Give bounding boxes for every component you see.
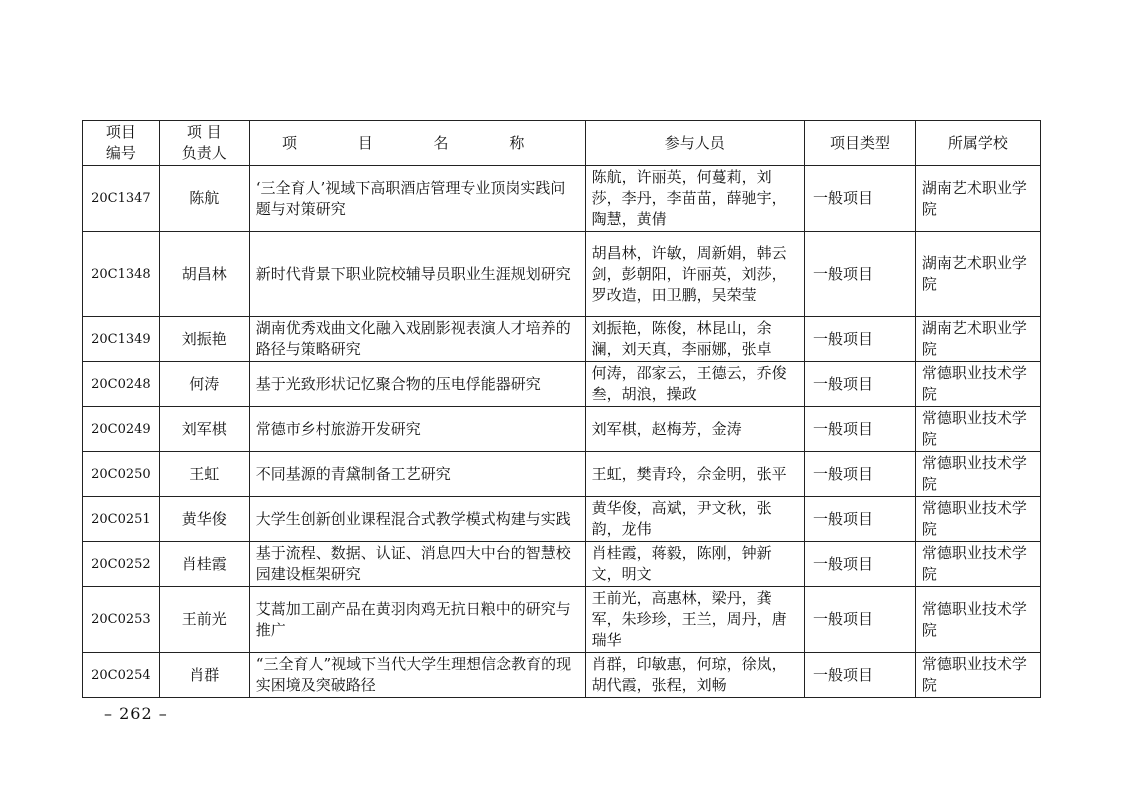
cell-project-name: 艾蒿加工副产品在黄羽肉鸡无抗日粮中的研究与推广 xyxy=(249,587,585,653)
header-project-type: 项目类型 xyxy=(805,121,916,166)
cell-project-name: 常德市乡村旅游开发研究 xyxy=(249,407,585,452)
table-row xyxy=(83,362,1041,407)
cell-project-id: 20C1347 xyxy=(83,166,160,232)
table-row xyxy=(83,407,1041,452)
cell-project-type: 一般项目 xyxy=(805,317,916,362)
cell-leader: 何涛 xyxy=(159,362,249,407)
header-row xyxy=(83,121,1041,166)
cell-project-type: 一般项目 xyxy=(805,497,916,542)
cell-project-id: 20C1349 xyxy=(83,317,160,362)
cell-project-name: 基于光致形状记忆聚合物的压电俘能器研究 xyxy=(249,362,585,407)
table-header xyxy=(83,121,1041,166)
cell-leader: 肖桂霞 xyxy=(159,542,249,587)
cell-project-name: 新时代背景下职业院校辅导员职业生涯规划研究 xyxy=(249,232,585,317)
header-project-id-line-1: 项目 xyxy=(105,123,136,141)
cell-members: 王虹，樊青玲，佘金明，张平 xyxy=(585,452,804,497)
table-row xyxy=(83,232,1041,317)
cell-leader: 黄华俊 xyxy=(159,497,249,542)
cell-project-type: 一般项目 xyxy=(805,452,916,497)
cell-members: 肖群，印敏惠，何琼，徐岚，胡代霞，张程，刘畅 xyxy=(585,653,804,698)
cell-school: 常德职业技术学院 xyxy=(915,653,1040,698)
cell-project-name: ‘三全育人’视域下高职酒店管理专业顶岗实践问题与对策研究 xyxy=(249,166,585,232)
cell-school: 常德职业技术学院 xyxy=(915,407,1040,452)
table-row xyxy=(83,497,1041,542)
cell-project-type: 一般项目 xyxy=(805,166,916,232)
cell-leader: 王前光 xyxy=(159,587,249,653)
cell-project-id: 20C0254 xyxy=(83,653,160,698)
header-leader xyxy=(159,121,249,166)
cell-project-name: “三全育人”视域下当代大学生理想信念教育的现实困境及突破路径 xyxy=(249,653,585,698)
cell-project-name: 湖南优秀戏曲文化融入戏剧影视表演人才培养的路径与策略研究 xyxy=(249,317,585,362)
cell-members: 陈航，许丽英，何蔓莉，刘莎，李丹，李苗苗，薛驰宇，陶慧，黄倩 xyxy=(585,166,804,232)
cell-project-name: 大学生创新创业课程混合式教学模式构建与实践 xyxy=(249,497,585,542)
cell-members: 刘振艳，陈俊，林昆山，余澜，刘天真，李丽娜，张卓 xyxy=(585,317,804,362)
cell-members: 王前光，高惠林，梁丹，龚军，朱珍珍，王兰，周丹，唐瑞华 xyxy=(585,587,804,653)
cell-school: 常德职业技术学院 xyxy=(915,587,1040,653)
cell-school: 常德职业技术学院 xyxy=(915,542,1040,587)
cell-members: 刘军棋，赵梅芳，金涛 xyxy=(585,407,804,452)
cell-project-name: 基于流程、数据、认证、消息四大中台的智慧校园建设框架研究 xyxy=(249,542,585,587)
cell-leader: 肖群 xyxy=(159,653,249,698)
cell-members: 黄华俊，高斌，尹文秋，张韵，龙伟 xyxy=(585,497,804,542)
cell-project-type: 一般项目 xyxy=(805,362,916,407)
table-row xyxy=(83,452,1041,497)
cell-project-id: 20C1348 xyxy=(83,232,160,317)
table-row xyxy=(83,587,1041,653)
header-leader-line-2: 负责人 xyxy=(181,144,227,162)
cell-project-type: 一般项目 xyxy=(805,542,916,587)
table-row xyxy=(83,317,1041,362)
cell-school: 常德职业技术学院 xyxy=(915,452,1040,497)
cell-leader: 刘军棋 xyxy=(159,407,249,452)
cell-leader: 胡昌林 xyxy=(159,232,249,317)
project-table xyxy=(82,120,1041,698)
cell-project-id: 20C0249 xyxy=(83,407,160,452)
cell-members: 胡昌林，许敏，周新娟，韩云剑，彭朝阳，许丽英，刘莎，罗改造，田卫鹏，吴荣莹 xyxy=(585,232,804,317)
cell-leader: 陈航 xyxy=(159,166,249,232)
cell-project-id: 20C0248 xyxy=(83,362,160,407)
cell-members: 何涛，邵家云，王德云，乔俊叁，胡浪，操政 xyxy=(585,362,804,407)
header-members: 参与人员 xyxy=(585,121,804,166)
cell-project-type: 一般项目 xyxy=(805,232,916,317)
cell-school: 常德职业技术学院 xyxy=(915,497,1040,542)
header-school: 所属学校 xyxy=(915,121,1040,166)
cell-school: 湖南艺术职业学院 xyxy=(915,232,1040,317)
cell-project-id: 20C0250 xyxy=(83,452,160,497)
cell-project-type: 一般项目 xyxy=(805,407,916,452)
cell-project-id: 20C0252 xyxy=(83,542,160,587)
cell-project-name: 不同基源的青黛制备工艺研究 xyxy=(249,452,585,497)
cell-school: 湖南艺术职业学院 xyxy=(915,317,1040,362)
cell-project-id: 20C0251 xyxy=(83,497,160,542)
table-row xyxy=(83,653,1041,698)
cell-project-type: 一般项目 xyxy=(805,587,916,653)
cell-leader: 刘振艳 xyxy=(159,317,249,362)
cell-school: 常德职业技术学院 xyxy=(915,362,1040,407)
header-project-name xyxy=(249,121,585,166)
cell-leader: 王虹 xyxy=(159,452,249,497)
cell-project-type: 一般项目 xyxy=(805,653,916,698)
table-row xyxy=(83,542,1041,587)
cell-members: 肖桂霞，蒋毅，陈刚，钟新文，明文 xyxy=(585,542,804,587)
page-number: – 262 – xyxy=(104,704,168,723)
header-project-id-line-2: 编号 xyxy=(105,144,136,162)
header-project-name-text: 项 目 名 称 xyxy=(282,133,553,152)
header-project-id xyxy=(83,121,160,166)
cell-project-id: 20C0253 xyxy=(83,587,160,653)
cell-school: 湖南艺术职业学院 xyxy=(915,166,1040,232)
header-leader-line-1: 项 目 xyxy=(186,123,222,141)
table-row xyxy=(83,166,1041,232)
